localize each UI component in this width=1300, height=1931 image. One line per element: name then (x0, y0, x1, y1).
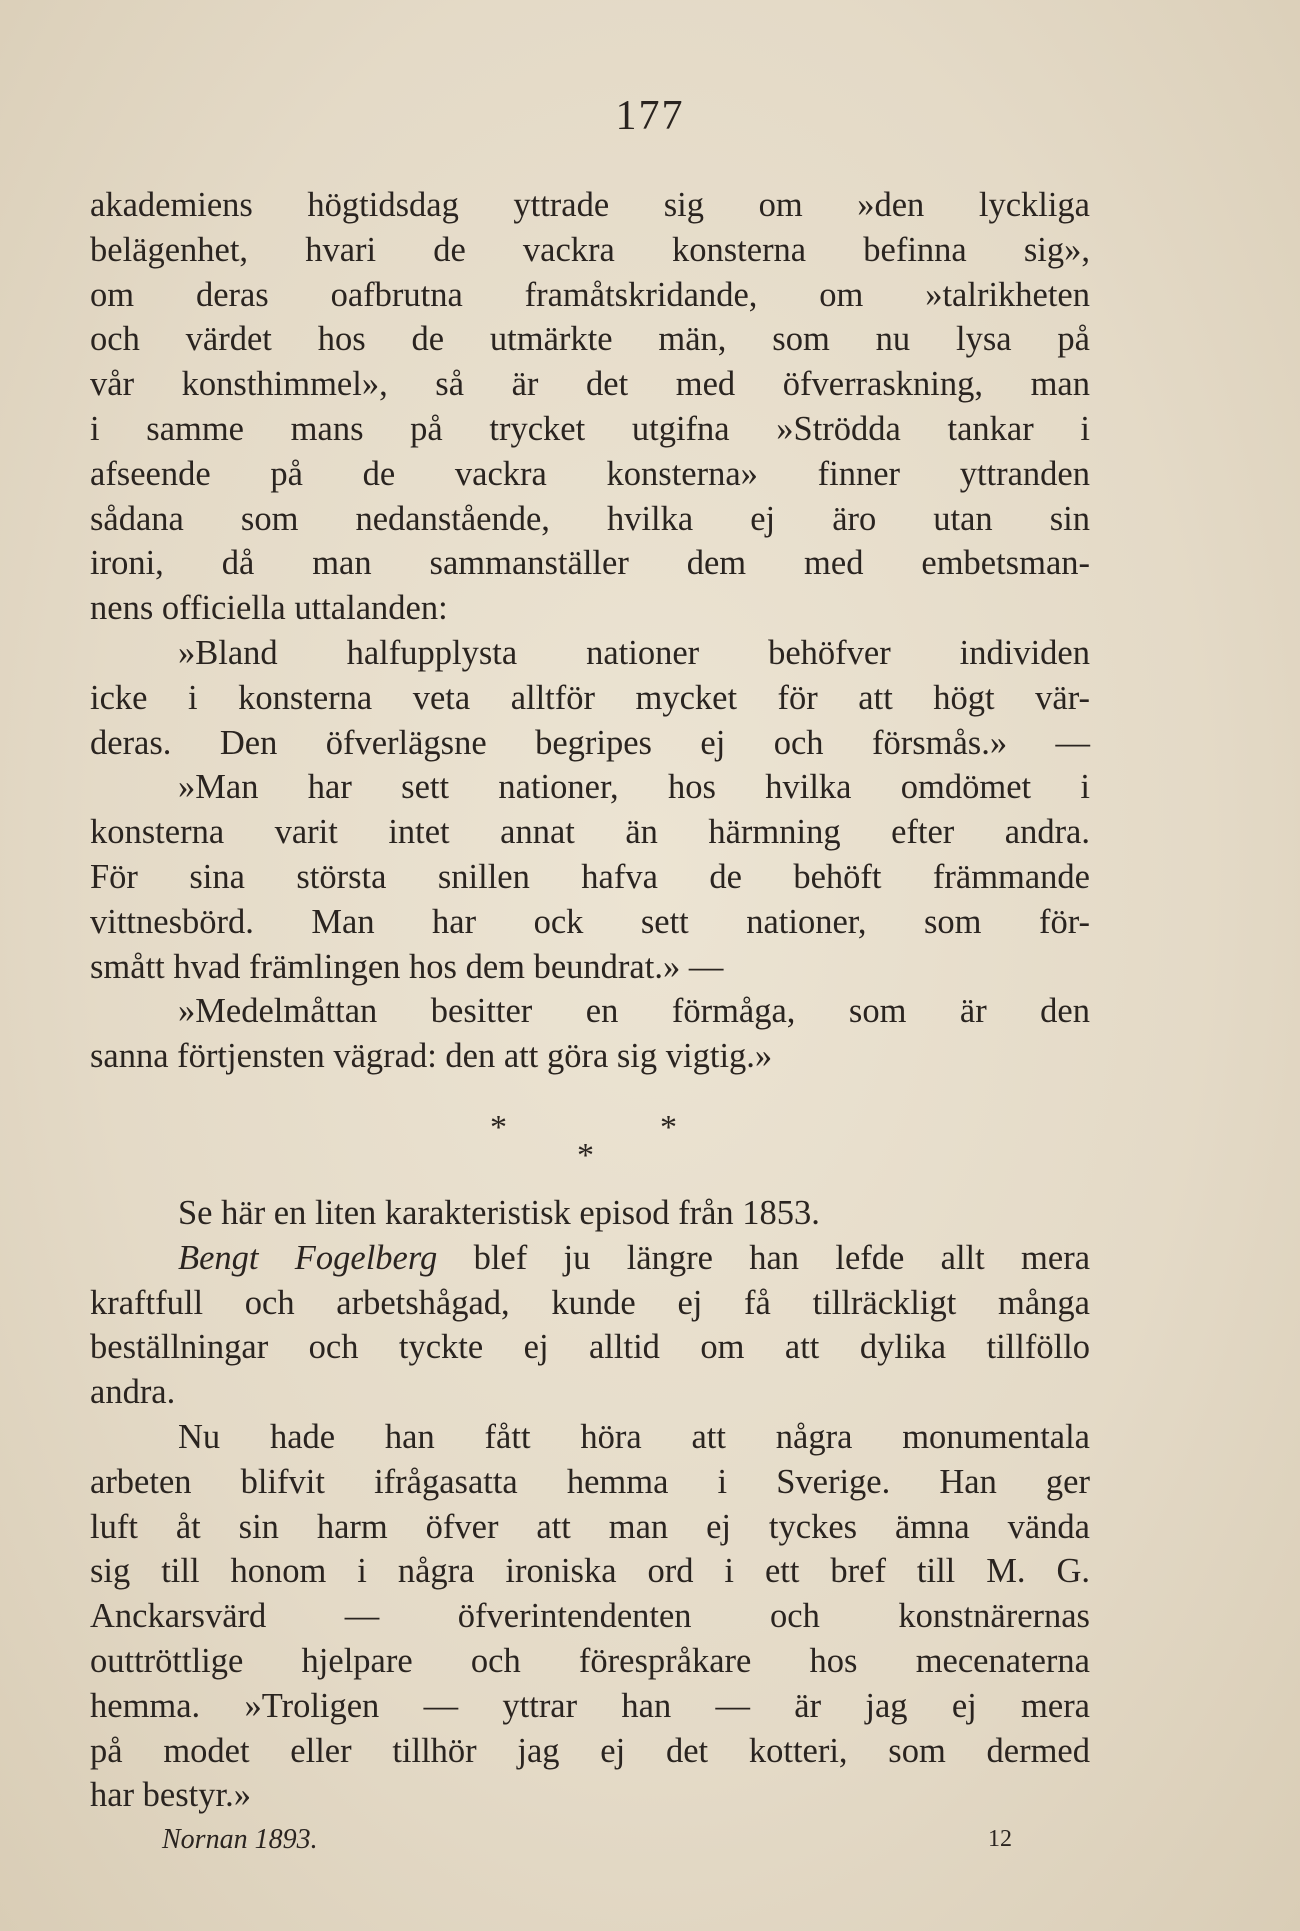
text-line: ironi, då man sammanställer dem med embetsman- (90, 544, 1090, 583)
text-line: om deras oafbrutna framåtskridande, om »talrikheten (90, 275, 1090, 314)
text-line: »Bland halfupplysta nationer behöfver individen (178, 633, 1090, 672)
text-line: sådana som nedanstående, hvilka ej äro utan sin (90, 499, 1090, 538)
text-line: akademiens högtidsdag yttrade sig om »den lyckliga (90, 186, 1090, 224)
text-line: deras. Den öfverlägsne begripes ej och försmås.» — (90, 723, 1090, 762)
text-line: afseende på de vackra konsterna» finner yttranden (90, 454, 1090, 493)
text-line: i samme mans på trycket utgifna »Strödda tankar i (90, 409, 1090, 448)
text-line: smått hvad främlingen hos dem beundrat.» — (90, 947, 724, 986)
text-line: För sina största snillen hafva de behöft främmande (90, 857, 1090, 896)
text-block-bottom (90, 1191, 1090, 1818)
text-line (90, 1236, 1090, 1281)
footer-signature: Nornan 1893. (162, 1824, 318, 1855)
text-span: blef ju längre han lefde allt mera (473, 1238, 1091, 1277)
asterisk-ornament: * (577, 1137, 594, 1174)
text-line: på modet eller tillhör jag ej det kotteri, som dermed (90, 1731, 1090, 1770)
text-line: Se här en liten karakteristisk episod från 1853. (178, 1194, 820, 1232)
text-line: kraftfull och arbetshågad, kunde ej få tillräckligt många (90, 1283, 1090, 1322)
sheet-number: 12 (988, 1826, 1012, 1852)
text-line: belägenhet, hvari de vackra konsterna befinna sig», (90, 230, 1090, 269)
text-line: har bestyr.» (90, 1776, 251, 1815)
text-line: sanna förtjensten vägrad: den att göra sig vigtig.» (90, 1037, 773, 1076)
asterisk-ornament: * (660, 1109, 677, 1146)
text-line: sig till honom i några ironiska ord i ett bref till M. G. (90, 1552, 1090, 1591)
asterism (0, 1107, 1300, 1187)
text-line: arbeten blifvit ifrågasatta hemma i Sverige. Han ger (90, 1462, 1090, 1501)
person-name: Bengt Fogelberg (178, 1238, 438, 1277)
text-line: Anckarsvärd — öfverintendenten och konstnärernas (90, 1597, 1090, 1636)
text-line: »Man har sett nationer, hos hvilka omdömet i (178, 768, 1090, 807)
text-line: och värdet hos de utmärkte män, som nu lysa på (90, 320, 1090, 359)
text-line: Nu hade han fått höra att några monumentala (178, 1417, 1090, 1456)
text-line: luft åt sin harm öfver att man ej tyckes ämna vända (90, 1507, 1090, 1546)
text-line: andra. (90, 1373, 176, 1412)
text-line: »Medelmåttan besitter en förmåga, som är den (178, 992, 1090, 1031)
text-line: konsterna varit intet annat än härmning efter andra. (90, 813, 1090, 852)
text-line: beställningar och tyckte ej alltid om att dylika tillföllo (90, 1328, 1090, 1367)
asterisk-ornament: * (490, 1109, 507, 1146)
page-number: 177 (615, 93, 685, 139)
text-line: vittnesbörd. Man har ock sett nationer, som för- (90, 902, 1090, 941)
text-line: icke i konsterna veta alltför mycket för att högt vär- (90, 678, 1090, 717)
text-line: outtröttlige hjelpare och förespråkare hos mecenaterna (90, 1641, 1090, 1680)
text-line: nens officiella uttalanden: (90, 589, 448, 628)
text-line: vår konsthimmel», så är det med öfverraskning, man (90, 365, 1090, 404)
text-line: hemma. »Troligen — yttrar han — är jag ej mera (90, 1686, 1090, 1725)
text-block-top (90, 183, 1090, 1079)
